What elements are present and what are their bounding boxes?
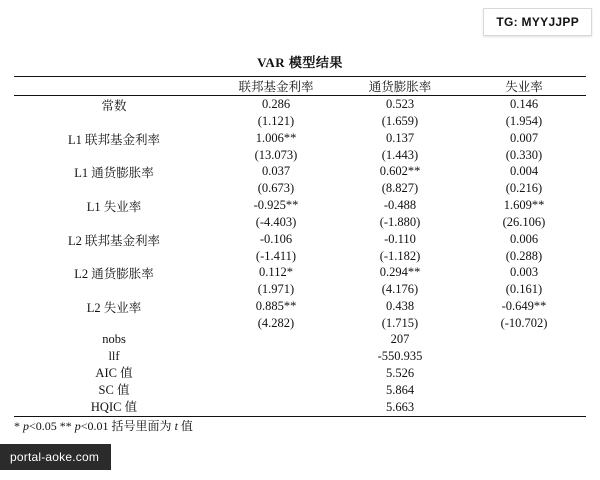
header-cell-inflation-rate: 通货膨胀率 <box>338 77 462 96</box>
coefficient-cell: 0.037 <box>261 164 291 179</box>
tstat-cell: (0.673) <box>257 181 295 196</box>
tstat-cell: (-1.182) <box>379 248 421 263</box>
header-cell-unemployment-rate: 失业率 <box>462 77 586 96</box>
row-label: L2 联邦基金利率 <box>67 233 160 248</box>
row-label: L2 通货膨胀率 <box>74 267 154 282</box>
table-row <box>14 96 586 115</box>
row-label-blank <box>14 181 214 197</box>
coefficient-cell: 0.004 <box>509 164 539 179</box>
stat-label: nobs <box>102 332 126 347</box>
table-row <box>14 231 586 249</box>
row-label: L1 联邦基金利率 <box>67 132 160 147</box>
table-row <box>14 163 586 181</box>
stat-label: SC 值 <box>98 383 130 397</box>
row-label-blank <box>14 114 214 130</box>
table-title: VAR 模型结果 <box>257 55 343 70</box>
coefficient-cell: 0.294** <box>379 265 421 280</box>
stat-row <box>14 382 586 399</box>
tstat-cell: (0.330) <box>505 147 543 162</box>
coefficient-cell: 1.609** <box>503 198 545 213</box>
tstat-cell: (1.971) <box>257 282 295 297</box>
tstat-cell: (-10.702) <box>500 315 548 330</box>
row-label: L1 失业率 <box>86 199 142 214</box>
table-row-stderr <box>14 316 586 332</box>
tstat-cell: (-1.880) <box>379 214 421 229</box>
coefficient-cell: 0.112* <box>259 265 293 280</box>
stat-row <box>14 331 586 348</box>
row-label-blank <box>14 316 214 332</box>
coefficient-cell: 0.438 <box>385 298 415 313</box>
row-label: 常数 <box>14 96 214 115</box>
stat-row <box>14 365 586 382</box>
coefficient-cell: 0.003 <box>509 265 539 280</box>
var-results-table-container <box>14 52 586 434</box>
coefficient-cell: -0.110 <box>384 231 416 246</box>
table-footnote <box>14 416 586 434</box>
stat-value: 5.663 <box>385 399 415 414</box>
stat-value: 5.526 <box>385 366 415 381</box>
tstat-cell: (4.282) <box>257 315 295 330</box>
row-label-blank <box>14 215 214 231</box>
telegram-badge: TG: MYYJJPP <box>483 8 592 36</box>
header-cell-blank <box>14 77 214 96</box>
coefficient-cell: -0.925** <box>253 198 299 213</box>
stat-label: HQIC 值 <box>90 399 138 414</box>
stat-value: 207 <box>390 332 410 347</box>
tstat-cell: (-4.403) <box>255 214 297 229</box>
row-label-blank <box>14 282 214 298</box>
footnote-star-two: ** <box>59 418 75 433</box>
row-label-blank <box>14 148 214 164</box>
table-body <box>14 96 586 434</box>
footnote-p-one: p <box>23 418 29 433</box>
tstat-cell: (1.954) <box>505 114 543 128</box>
table-header <box>14 77 586 96</box>
table-row-stderr <box>14 215 586 231</box>
coefficient-cell: 0.006 <box>509 231 539 246</box>
stat-row <box>14 348 586 365</box>
coefficient-cell: 0.137 <box>385 130 415 145</box>
table-row <box>14 298 586 316</box>
stat-label: llf <box>108 349 120 364</box>
tstat-cell: (1.443) <box>381 147 419 162</box>
tstat-cell: (8.827) <box>381 181 419 196</box>
footnote-p-two: p <box>74 418 81 433</box>
footnote-lt-two: <0.01 括号里面为 <box>80 418 175 433</box>
table-header-row <box>14 77 586 96</box>
row-label-blank <box>14 249 214 265</box>
stat-value: -550.935 <box>377 349 423 364</box>
table-row-stderr <box>14 148 586 164</box>
coefficient-cell: 0.146 <box>462 96 586 115</box>
stat-value: 5.864 <box>385 383 415 397</box>
coefficient-cell: -0.488 <box>383 198 417 213</box>
header-cell-fed-funds-rate: 联邦基金利率 <box>214 77 338 96</box>
coefficient-cell: 1.006** <box>255 130 297 145</box>
stat-label: AIC 值 <box>95 366 133 381</box>
tstat-cell: (1.121) <box>257 114 295 128</box>
tstat-cell: (13.073) <box>254 147 298 162</box>
footnote-lt-one: <0.05 <box>29 418 60 433</box>
coefficient-cell: 0.523 <box>338 96 462 115</box>
footnote-star-one: * <box>14 418 23 433</box>
footnote-tail: 值 <box>177 418 193 433</box>
tstat-cell: (0.216) <box>505 181 543 196</box>
tstat-cell: (0.161) <box>505 282 543 297</box>
site-watermark: portal-aoke.com <box>0 444 111 470</box>
coefficient-cell: 0.007 <box>509 130 539 145</box>
table-row-stderr <box>14 249 586 265</box>
tstat-cell: (-1.411) <box>255 248 297 263</box>
stat-row <box>14 399 586 416</box>
table-row <box>14 130 586 148</box>
tstat-cell: (1.715) <box>381 315 419 330</box>
coefficient-cell: -0.649** <box>501 298 547 313</box>
coefficient-cell: -0.106 <box>259 231 293 246</box>
var-results-table <box>14 76 586 434</box>
row-label: L1 通货膨胀率 <box>74 166 154 181</box>
table-bottom-rule <box>14 416 586 434</box>
table-row <box>14 197 586 215</box>
footnote-t: t <box>174 418 178 433</box>
tstat-cell: (4.176) <box>381 282 419 297</box>
coefficient-cell: 0.885** <box>255 298 297 313</box>
tstat-cell: (0.288) <box>505 248 543 263</box>
row-label: L2 失业率 <box>86 300 142 315</box>
table-row-stderr <box>14 181 586 197</box>
tstat-cell: (1.659) <box>381 114 419 128</box>
tstat-cell: (26.106) <box>502 214 546 229</box>
table-row-stderr <box>14 282 586 298</box>
table-row <box>14 264 586 282</box>
coefficient-cell: 0.602** <box>379 164 421 179</box>
table-row-stderr <box>14 114 586 130</box>
coefficient-cell: 0.286 <box>214 96 338 115</box>
